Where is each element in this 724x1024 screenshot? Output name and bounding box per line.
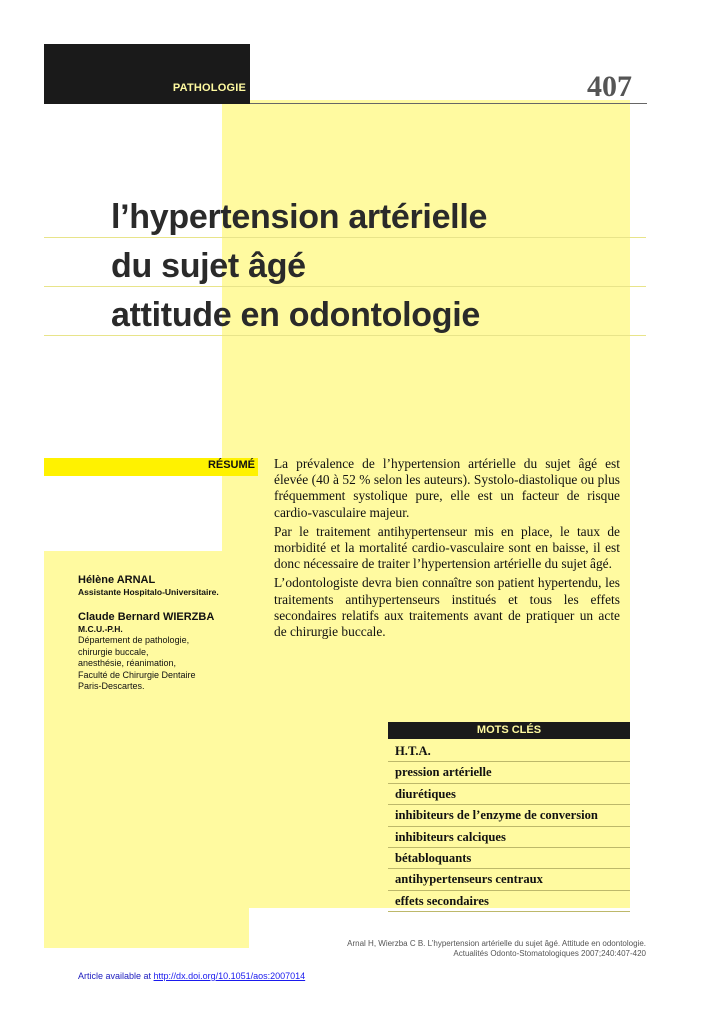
keyword-item: pression artérielle bbox=[388, 762, 630, 783]
doi-link[interactable]: http://dx.doi.org/10.1051/aos:2007014 bbox=[153, 971, 306, 981]
abstract-paragraph: L’odontologiste devra bien connaître son patient hypertendu, les traitements antihypertenseurs institués et tous les effets secondaires relatifs aux traitements avant de pratiquer un acte de chirurgie buccale. bbox=[274, 575, 620, 640]
author-role: Assistante Hospitalo-Universitaire. bbox=[78, 587, 219, 597]
doi-label: Article available at bbox=[78, 971, 154, 981]
citation-line: Arnal H, Wierzba C B. L’hypertension artérielle du sujet âgé. Attitude en odontologie. bbox=[347, 939, 646, 948]
author-affiliation: Département de pathologie, bbox=[78, 635, 190, 645]
author-role: M.C.U.-P.H. bbox=[78, 623, 123, 634]
title-rule bbox=[44, 335, 646, 336]
section-label: PATHOLOGIE bbox=[172, 82, 246, 94]
resume-label: RÉSUMÉ bbox=[207, 459, 255, 471]
keyword-item: diurétiques bbox=[388, 784, 630, 805]
abstract bbox=[274, 456, 620, 643]
title-rule bbox=[44, 286, 646, 287]
citation bbox=[280, 939, 646, 959]
keyword-item: H.T.A. bbox=[388, 741, 630, 762]
author-name: Claude Bernard WIERZBA bbox=[78, 610, 215, 623]
keyword-item: effets secondaires bbox=[388, 891, 630, 912]
keyword-item: antihypertenseurs centraux bbox=[388, 869, 630, 890]
article-title-line-1: l’hypertension artérielle bbox=[111, 198, 488, 236]
article-title-line-2: du sujet âgé bbox=[111, 247, 306, 285]
author-name: Hélène ARNAL bbox=[78, 574, 156, 586]
author-affiliation: chirurgie buccale, bbox=[78, 646, 149, 657]
title-rule bbox=[44, 237, 646, 238]
keyword-item: inhibiteurs de l’enzyme de conversion bbox=[388, 805, 630, 826]
author-affiliation: Paris-Descartes. bbox=[78, 681, 145, 691]
doi-footer bbox=[78, 971, 305, 981]
page-number: 407 bbox=[587, 70, 632, 103]
keywords-header: MOTS CLÉS bbox=[388, 722, 630, 739]
keyword-item: inhibiteurs calciques bbox=[388, 827, 630, 848]
keywords-list bbox=[388, 741, 630, 912]
authors-block bbox=[78, 574, 248, 693]
abstract-paragraph: Par le traitement antihypertenseur mis en place, le taux de morbidité et la mortalité cardio-vasculaire sont en baisse, il est donc nécessaire de traiter l’hypertension artérielle du sujet âgé. bbox=[274, 523, 620, 572]
abstract-paragraph: La prévalence de l’hypertension artérielle du sujet âgé est élevée (40 à 52 % selon les auteurs). Systolo-diastolique ou plus fréquemment systolique pure, elle est un facteur de risque cardio-vasculaire majeur. bbox=[274, 456, 620, 520]
section-header-block bbox=[44, 44, 250, 104]
author-affiliation: Faculté de Chirurgie Dentaire bbox=[78, 669, 196, 680]
citation-line: Actualités Odonto-Stomatologiques 2007;240:407-420 bbox=[453, 949, 646, 958]
keyword-item: bétabloquants bbox=[388, 848, 630, 869]
article-title-line-3: attitude en odontologie bbox=[111, 296, 480, 334]
author-affiliation: anesthésie, réanimation, bbox=[78, 658, 177, 668]
